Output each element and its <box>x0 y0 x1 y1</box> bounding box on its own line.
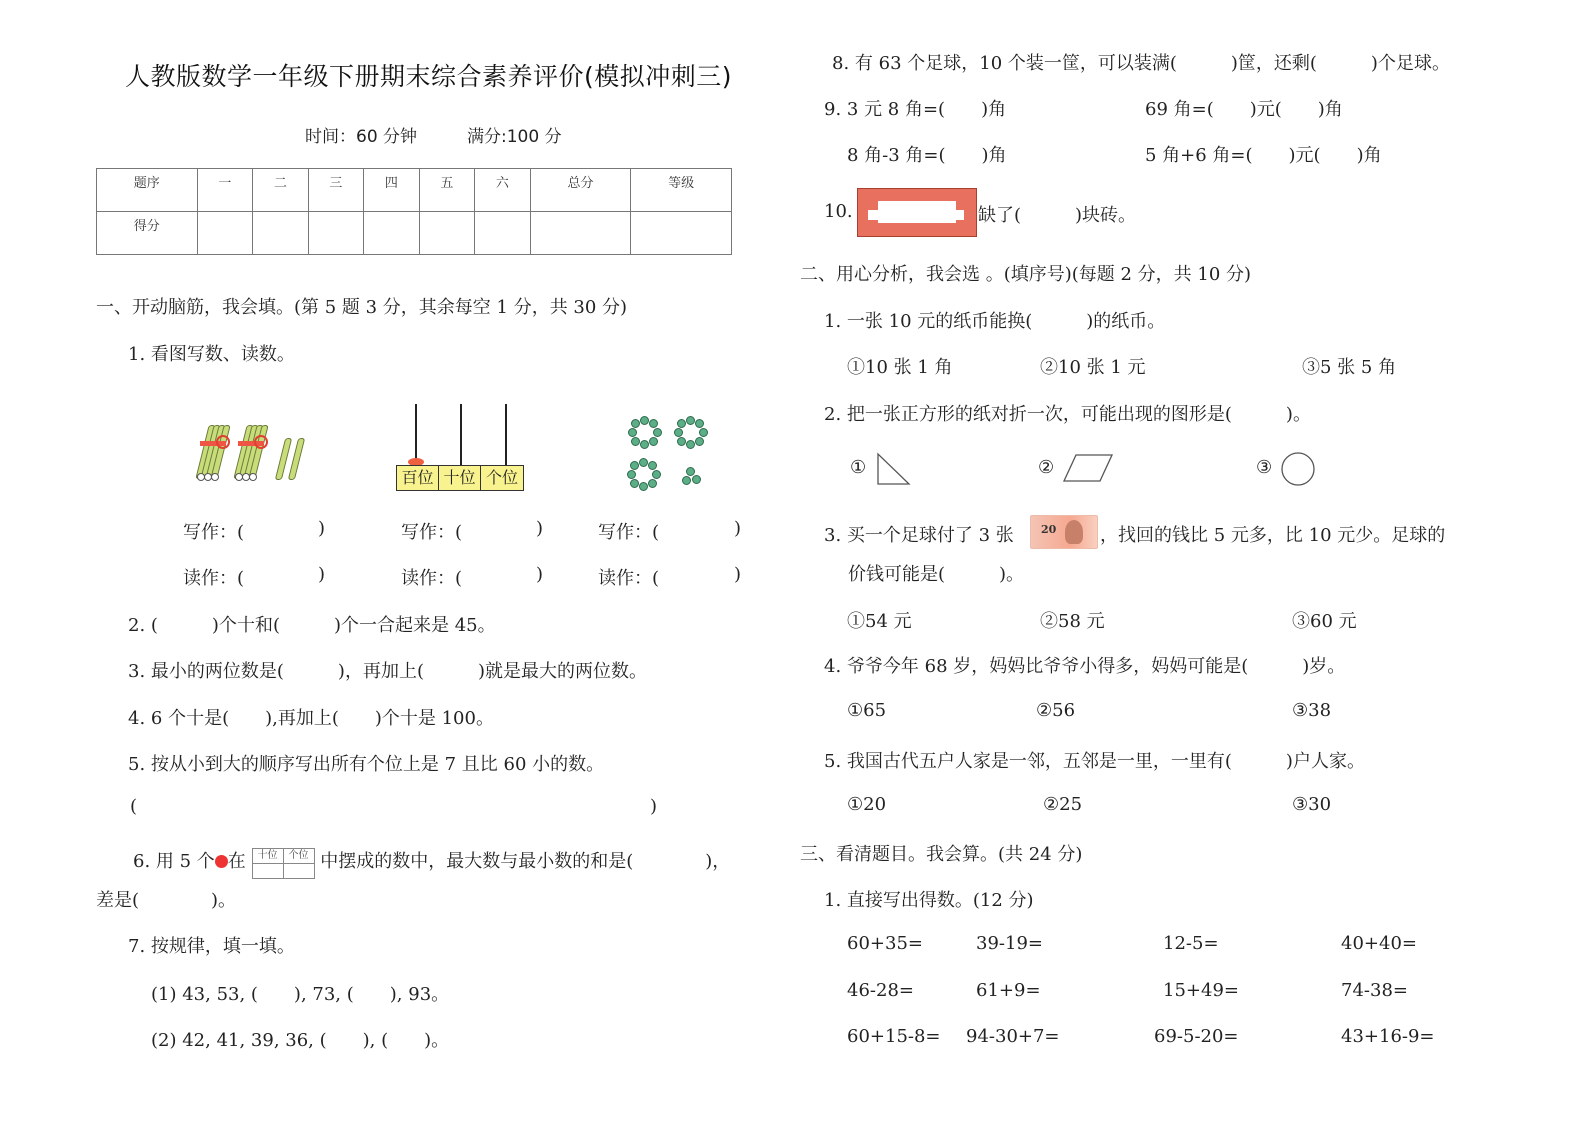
s1-q5: 5. 按从小到大的顺序写出所有个位上是 7 且比 60 小的数。 <box>128 754 605 775</box>
brick-wall-image <box>857 188 977 237</box>
paren-close: ) <box>318 518 326 539</box>
s2-q2: 2. 把一张正方形的纸对折一次，可能出现的图形是( )。 <box>824 404 1311 425</box>
s1-q9a: 9. 3 元 8 角=( )角 <box>824 99 1007 120</box>
s2-q4-option-3[interactable]: ③38 <box>1292 700 1332 721</box>
read-label-3: 读作：( <box>598 568 660 589</box>
parallelogram-shape-icon <box>1062 453 1114 483</box>
full-score: 满分:100 分 <box>467 127 562 147</box>
paren-close: ) <box>536 564 544 585</box>
s1-q3: 3. 最小的两位数是( )，再加上( )就是最大的两位数。 <box>128 661 647 682</box>
calc-item: 69-5-20= <box>1154 1026 1239 1047</box>
triangle-shape-icon <box>876 452 912 486</box>
section1-heading: 一、开动脑筋，我会填。(第 5 题 3 分，其余每空 1 分，共 30 分) <box>96 297 628 318</box>
s1-q2: 2. ( )个十和( )个一合起来是 45。 <box>128 615 496 636</box>
section3-heading: 三、看清题目。我会算。(共 24 分) <box>800 844 1083 865</box>
score-cell[interactable] <box>631 212 732 255</box>
score-header-cell: 二 <box>253 169 309 212</box>
ones-cell <box>283 864 314 879</box>
time-limit: 时间：60 分钟 <box>305 127 418 147</box>
ones-label: 个位 <box>480 465 524 491</box>
s1-q6-part4: 差是( )。 <box>96 890 237 911</box>
red-counter-icon <box>215 855 228 868</box>
s1-q7-sub1: (1) 43, 53, ( ), 73, ( ), 93。 <box>151 984 450 1005</box>
s1-q5-answer-close: ) <box>650 796 658 817</box>
s2-q5-option-2[interactable]: ②25 <box>1043 794 1083 815</box>
calc-item: 46-28= <box>847 980 914 1001</box>
score-cell[interactable] <box>308 212 364 255</box>
score-cell[interactable] <box>197 212 253 255</box>
read-label-2: 读作：( <box>401 568 463 589</box>
write-label-2: 写作：( <box>401 522 463 543</box>
tens-cell <box>252 864 283 879</box>
score-header-cell: 三 <box>308 169 364 212</box>
s1-q1-text: 1. 看图写数、读数。 <box>128 344 295 365</box>
score-cell[interactable] <box>419 212 475 255</box>
s2-q3-option-3[interactable]: ③60 元 <box>1292 611 1357 632</box>
banknote-value: 20 <box>1041 523 1057 536</box>
hundreds-label: 百位 <box>396 465 439 491</box>
s2-q2-option-1[interactable]: ① <box>850 457 867 478</box>
ones-header: 个位 <box>283 849 314 864</box>
score-header-cell: 等级 <box>631 169 732 212</box>
s2-q5: 5. 我国古代五户人家是一邻，五邻是一里，一里有( )户人家。 <box>824 751 1365 772</box>
s1-q6-part3: 中摆成的数中，最大数与最小数的和是( )， <box>320 851 731 872</box>
score-cell[interactable] <box>530 212 631 255</box>
score-header-cell: 一 <box>197 169 253 212</box>
score-header-cell: 题序 <box>97 169 198 212</box>
s2-q1-option-2[interactable]: ②10 张 1 元 <box>1040 357 1146 378</box>
calc-item: 12-5= <box>1163 933 1219 954</box>
banknote-20-yuan-image <box>1030 515 1098 549</box>
score-table <box>96 168 732 255</box>
s1-q7: 7. 按规律，填一填。 <box>128 936 295 957</box>
score-row-label: 得分 <box>97 212 198 255</box>
s3-q1: 1. 直接写出得数。(12 分) <box>824 890 1034 911</box>
read-label-1: 读作：( <box>183 568 245 589</box>
s1-q8: 8. 有 63 个足球，10 个装一筐，可以装满( )筐，还剩( )个足球。 <box>832 53 1450 74</box>
score-cell[interactable] <box>475 212 531 255</box>
s2-q4-option-1[interactable]: ①65 <box>847 700 887 721</box>
s2-q3-option-2[interactable]: ②58 元 <box>1040 611 1105 632</box>
page-title: 人教版数学一年级下册期末综合素养评价(模拟冲刺三) <box>125 62 733 91</box>
write-label-1: 写作：( <box>183 522 245 543</box>
calc-item: 39-19= <box>976 933 1043 954</box>
tens-header: 十位 <box>252 849 283 864</box>
score-header-cell: 五 <box>419 169 475 212</box>
score-header-cell: 总分 <box>530 169 631 212</box>
s2-q4-option-2[interactable]: ②56 <box>1036 700 1076 721</box>
s1-q6-part1: 6. 用 5 个 <box>133 851 215 872</box>
score-cell[interactable] <box>364 212 420 255</box>
s2-q2-option-2[interactable]: ② <box>1038 457 1055 478</box>
calc-item: 43+16-9= <box>1341 1026 1435 1047</box>
s2-q3-part-a: 3. 买一个足球付了 3 张 <box>824 525 1014 546</box>
s1-q10-number: 10. <box>824 201 853 222</box>
tens-label: 十位 <box>438 465 481 491</box>
score-cell[interactable] <box>253 212 309 255</box>
s2-q1-option-3[interactable]: ③5 张 5 角 <box>1302 357 1397 378</box>
calc-item: 61+9= <box>976 980 1041 1001</box>
s1-q9b: 69 角=( )元( )角 <box>1145 99 1343 120</box>
circle-shape-icon <box>1280 451 1318 487</box>
s1-q9d: 5 角+6 角=( )元( )角 <box>1145 145 1382 166</box>
s2-q5-option-1[interactable]: ①20 <box>847 794 887 815</box>
s2-q3-part-c: 价钱可能是( )。 <box>848 564 1025 585</box>
paren-close: ) <box>734 564 742 585</box>
s1-q7-sub2: (2) 42, 41, 39, 36, ( ), ( )。 <box>151 1030 450 1051</box>
s2-q1-option-1[interactable]: ①10 张 1 角 <box>847 357 953 378</box>
score-header-cell: 六 <box>475 169 531 212</box>
s1-q6-part2: 在 <box>227 851 246 872</box>
score-table-score-row <box>97 212 732 255</box>
calc-item: 15+49= <box>1163 980 1239 1001</box>
s2-q3-option-1[interactable]: ①54 元 <box>847 611 912 632</box>
s2-q3-part-b: ，找回的钱比 5 元多，比 10 元少。足球的 <box>1100 525 1446 546</box>
s2-q1: 1. 一张 10 元的纸币能换( )的纸币。 <box>824 311 1166 332</box>
calc-item: 60+15-8= <box>847 1026 941 1047</box>
s2-q5-option-3[interactable]: ③30 <box>1292 794 1332 815</box>
score-table-header-row <box>97 169 732 212</box>
calc-item: 94-30+7= <box>966 1026 1060 1047</box>
calc-item: 60+35= <box>847 933 923 954</box>
score-header-cell: 四 <box>364 169 420 212</box>
s1-q5-answer-open: ( <box>130 796 138 817</box>
s1-q10-text: 缺了( )块砖。 <box>978 205 1137 226</box>
calc-item: 74-38= <box>1341 980 1408 1001</box>
s1-q9c: 8 角-3 角=( )角 <box>847 145 1007 166</box>
paren-close: ) <box>536 518 544 539</box>
s1-q4: 4. 6 个十是( ),再加上( )个十是 100。 <box>128 708 494 729</box>
paren-close: ) <box>318 564 326 585</box>
place-value-table <box>252 848 315 879</box>
s2-q4: 4. 爷爷今年 68 岁，妈妈比爷爷小得多，妈妈可能是( )岁。 <box>824 656 1346 677</box>
s1-q6 <box>133 847 730 879</box>
calc-item: 40+40= <box>1341 933 1417 954</box>
paren-close: ) <box>734 518 742 539</box>
write-label-3: 写作：( <box>598 522 660 543</box>
s2-q2-option-3[interactable]: ③ <box>1256 457 1273 478</box>
section2-heading: 二、用心分析，我会选 。(填序号)(每题 2 分，共 10 分) <box>800 264 1252 285</box>
